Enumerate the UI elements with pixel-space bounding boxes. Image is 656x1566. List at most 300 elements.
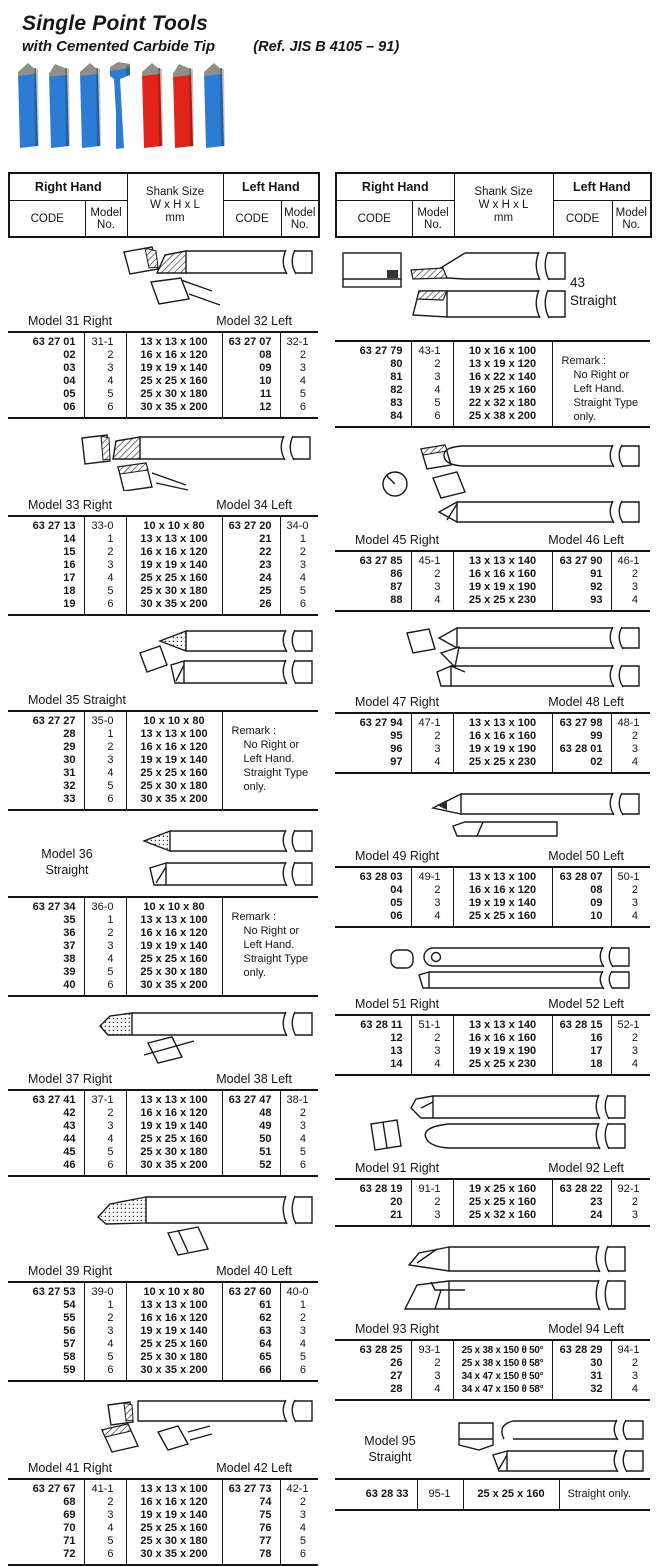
model-labels-row xyxy=(335,995,650,1014)
cell: 09 xyxy=(552,897,611,910)
shank-size-cell: 25 x 30 x 180 xyxy=(126,388,222,401)
cell: 5 xyxy=(280,585,318,598)
cell: 6 xyxy=(84,1548,126,1565)
code-cell: 06 xyxy=(390,910,403,922)
shank-size-cell: 30 x 35 x 200 xyxy=(126,979,222,996)
code-cell: 27 xyxy=(390,1370,403,1382)
shank-size-line2: W x H x L xyxy=(478,198,529,211)
model-label-right: Model 91 Right xyxy=(355,1161,440,1175)
cell: 3 xyxy=(84,559,126,572)
tool-photos xyxy=(14,58,228,157)
cell: 08 xyxy=(222,349,280,362)
model-label-line: Straight xyxy=(45,862,89,877)
cell: 4 xyxy=(84,1338,126,1351)
cell: 5 xyxy=(280,1535,318,1548)
cell: 3 xyxy=(411,1370,453,1383)
remark-line: only. xyxy=(243,967,266,979)
code-cell: 63 28 11 xyxy=(360,1019,403,1031)
code-cell: 95 xyxy=(390,730,403,742)
cell: 4 xyxy=(411,594,453,611)
shank-size-cell: 30 x 35 x 200 xyxy=(126,401,222,418)
cell: 45-1 xyxy=(411,551,453,568)
remark-cell xyxy=(222,897,318,996)
cell: 5 xyxy=(84,1146,126,1159)
left-hand-header: Left Hand xyxy=(223,173,319,201)
shank-size-cell: 19 x 19 x 140 xyxy=(453,897,552,910)
shank-size-cell: 25 x 25 x 160 xyxy=(126,572,222,585)
cell: 5 xyxy=(280,388,318,401)
shank-size-cell: 19 x 19 x 190 xyxy=(453,581,552,594)
shank-size-line2: W x H x L xyxy=(150,198,200,211)
shank-size-cell: 25 x 25 x 160 xyxy=(126,375,222,388)
code-cell: 82 xyxy=(390,384,403,396)
shank-size-cell: 30 x 35 x 200 xyxy=(126,1159,222,1176)
table-row xyxy=(335,1370,650,1383)
shank-size-cell: 19 x 19 x 140 xyxy=(126,940,222,953)
section-model-43 xyxy=(335,243,650,428)
model-labels-row xyxy=(8,496,318,515)
code-cell: 63 27 79 xyxy=(359,345,403,357)
code-cell: 21 xyxy=(390,1209,403,1221)
cell: 4 xyxy=(84,1522,126,1535)
cell: 63 28 15 xyxy=(552,1015,611,1032)
code-cell: 28 xyxy=(390,1383,403,1395)
code-cell: 86 xyxy=(390,568,403,580)
cell: 32 xyxy=(552,1383,611,1400)
shank-size-cell: 30 x 35 x 200 xyxy=(126,598,222,615)
model-91-92-table xyxy=(335,1178,650,1227)
code-cell: 88 xyxy=(390,594,403,606)
cell: 6 xyxy=(84,1364,126,1381)
cell: 63 27 20 xyxy=(222,516,280,533)
shank-size-cell: 19 x 19 x 140 xyxy=(126,559,222,572)
table-row xyxy=(8,1107,318,1120)
shank-size-cell: 25 x 25 x 160 xyxy=(126,953,222,966)
code-cell: 84 xyxy=(390,410,403,422)
remark-line: Remark : xyxy=(231,725,277,737)
cell: 52 xyxy=(222,1159,280,1176)
cell: 6 xyxy=(84,401,126,418)
model-no-header: Model No. xyxy=(281,201,319,238)
cell: 22 xyxy=(222,546,280,559)
model-labels-row xyxy=(335,531,650,550)
cell: 2 xyxy=(611,884,650,897)
model-label-left: Model 92 Left xyxy=(548,1161,624,1175)
cell: 62 xyxy=(222,1312,280,1325)
table-row xyxy=(8,1282,318,1299)
cell: 63 27 47 xyxy=(222,1090,280,1107)
table-row xyxy=(8,1120,318,1133)
model-label-left: Model 40 Left xyxy=(216,1264,292,1278)
cell: 50 xyxy=(222,1133,280,1146)
shank-size-cell: 30 x 35 x 200 xyxy=(126,1364,222,1381)
cell: 93-1 xyxy=(411,1340,453,1357)
cell: 2 xyxy=(84,1107,126,1120)
shank-size-cell: 19 x 19 x 140 xyxy=(126,1509,222,1522)
table-row xyxy=(8,585,318,598)
cell: 3 xyxy=(84,1325,126,1338)
cell: 48 xyxy=(222,1107,280,1120)
cell: 63 27 73 xyxy=(222,1479,280,1496)
section-model-91-92 xyxy=(335,1094,650,1227)
model-label: Model 35 Straight xyxy=(28,693,126,707)
model-no-header: Model No. xyxy=(612,201,651,238)
cell: 25 xyxy=(222,585,280,598)
shank-size-cell: 34 x 47 x 150 θ 50° xyxy=(453,1370,552,1383)
cell: 3 xyxy=(84,362,126,375)
cell: 2 xyxy=(280,546,318,559)
cell: 3 xyxy=(411,743,453,756)
code-cell: 35 xyxy=(63,914,76,926)
cell: 2 xyxy=(411,358,453,371)
cell: 35-0 xyxy=(84,711,126,728)
cell: 75 xyxy=(222,1509,280,1522)
shank-size-cell: 13 x 13 x 140 xyxy=(453,551,552,568)
table-row xyxy=(335,910,650,927)
shank-size-cell: 13 x 13 x 100 xyxy=(453,713,552,730)
model-no-header: Model No. xyxy=(85,201,127,238)
code-cell: 02 xyxy=(63,349,76,361)
cell: 3 xyxy=(280,1120,318,1133)
tool-drawing-41-42 xyxy=(8,1398,318,1459)
cell: 24 xyxy=(552,1209,611,1226)
section-model-33-34 xyxy=(8,429,318,616)
shank-size-line3: mm xyxy=(165,211,185,224)
shank-size-cell: 16 x 16 x 120 xyxy=(126,1496,222,1509)
page-subtitle: with Cemented Carbide Tip xyxy=(22,38,216,55)
remark-line: Straight Type xyxy=(243,767,309,779)
cell: 3 xyxy=(84,754,126,767)
model-label-right: Model 33 Right xyxy=(28,498,113,512)
code-cell: 72 xyxy=(63,1548,76,1560)
cell: 2 xyxy=(611,1032,650,1045)
code-cell: 18 xyxy=(63,585,76,597)
cell: 63 28 07 xyxy=(552,867,611,884)
cell: 4 xyxy=(84,375,126,388)
right-sections xyxy=(335,243,650,1511)
shank-size-cell: 16 x 22 x 140 xyxy=(453,371,552,384)
cell: 43-1 xyxy=(411,341,453,358)
code-cell: 59 xyxy=(63,1364,76,1376)
cell: 42-1 xyxy=(280,1479,318,1496)
cell: 6 xyxy=(84,1159,126,1176)
model-labels-row xyxy=(335,847,650,866)
code-cell: 32 xyxy=(63,780,76,792)
code-cell: 71 xyxy=(63,1535,76,1547)
model-side-label-95 xyxy=(335,1433,445,1465)
shank-size-cell: 13 x 13 x 140 xyxy=(453,1015,552,1032)
cell: 3 xyxy=(84,940,126,953)
cell: 4 xyxy=(280,375,318,388)
cell: 3 xyxy=(84,1509,126,1522)
cell: 93 xyxy=(552,594,611,611)
shank-size-cell: 13 x 13 x 100 xyxy=(126,1479,222,1496)
code-cell: 30 xyxy=(63,754,76,766)
cell: 6 xyxy=(84,598,126,615)
cell: 1 xyxy=(84,728,126,741)
table-row xyxy=(8,533,318,546)
section-model-35 xyxy=(8,628,318,811)
code-cell: 38 xyxy=(63,953,76,965)
model-label-left: Model 32 Left xyxy=(216,314,292,328)
table-row xyxy=(8,897,318,914)
cell: 36-0 xyxy=(84,897,126,914)
code-header: CODE xyxy=(9,201,85,238)
shank-size-cell: 25 x 32 x 160 xyxy=(453,1209,552,1226)
cell: 02 xyxy=(552,756,611,773)
cell: 18 xyxy=(552,1058,611,1075)
tool-photo-3 xyxy=(76,58,104,157)
code-cell: 33 xyxy=(63,793,76,805)
code-cell: 14 xyxy=(390,1058,403,1070)
cell: 2 xyxy=(84,1312,126,1325)
table-row xyxy=(335,1209,650,1226)
code-cell: 12 xyxy=(390,1032,403,1044)
left-hand-header: Left Hand xyxy=(553,173,651,201)
shank-size-header xyxy=(454,173,553,237)
cell: 47-1 xyxy=(411,713,453,730)
table-row xyxy=(335,897,650,910)
cell: 12 xyxy=(222,401,280,418)
shank-size-cell: 34 x 47 x 150 θ 58° xyxy=(453,1383,552,1400)
cell: 2 xyxy=(611,1357,650,1370)
code-cell: 05 xyxy=(63,388,76,400)
cell: 31 xyxy=(552,1370,611,1383)
cell: 2 xyxy=(280,1496,318,1509)
cell: 2 xyxy=(84,927,126,940)
cell: 38-1 xyxy=(280,1090,318,1107)
cell: 63 28 22 xyxy=(552,1179,611,1196)
model-label-right: Model 45 Right xyxy=(355,533,440,547)
model-labels-row xyxy=(8,1070,318,1089)
cell: 49-1 xyxy=(411,867,453,884)
cell: 26 xyxy=(222,598,280,615)
cell: 6 xyxy=(280,1548,318,1565)
column-header-table-right xyxy=(335,172,652,238)
model-43-table xyxy=(335,340,650,428)
tool-drawing-49-50 xyxy=(335,790,650,847)
table-row xyxy=(335,1015,650,1032)
model-label-left: Model 42 Left xyxy=(216,1461,292,1475)
tool-drawing-93-94 xyxy=(335,1243,650,1320)
remark-line: only. xyxy=(573,411,596,423)
model-labels-row xyxy=(8,312,318,331)
cell: 48-1 xyxy=(611,713,650,730)
model-label-line: Straight xyxy=(368,1449,412,1464)
code-cell: 14 xyxy=(63,533,76,545)
table-row xyxy=(335,730,650,743)
code-cell: 63 27 27 xyxy=(32,715,76,727)
model-label-right: Model 93 Right xyxy=(355,1322,440,1336)
cell: 4 xyxy=(411,1058,453,1075)
table-row xyxy=(8,1312,318,1325)
table-row xyxy=(8,388,318,401)
model-49-50-table xyxy=(335,866,650,928)
cell: 08 xyxy=(552,884,611,897)
shank-size-cell: 25 x 30 x 180 xyxy=(126,1535,222,1548)
remark-line: No Right or xyxy=(243,925,300,937)
shank-size-cell: 25 x 30 x 180 xyxy=(126,780,222,793)
cell: 63 28 29 xyxy=(552,1340,611,1357)
cell: 1 xyxy=(84,1299,126,1312)
shank-size-cell: 25 x 25 x 230 xyxy=(453,594,552,611)
code-cell: 37 xyxy=(63,940,76,952)
cell: 49 xyxy=(222,1120,280,1133)
model-label-line: Model 95 xyxy=(364,1433,416,1448)
table-row xyxy=(335,1340,650,1357)
cell: 4 xyxy=(411,384,453,397)
model-41-42-table xyxy=(8,1478,318,1566)
remark-line: No Right or xyxy=(243,739,300,751)
tool-drawing-45-46 xyxy=(335,440,650,531)
code-cell: 63 27 67 xyxy=(32,1483,76,1495)
cell: 40-0 xyxy=(280,1282,318,1299)
cell: 4 xyxy=(280,1338,318,1351)
code-cell: 55 xyxy=(63,1312,76,1324)
code-cell: 96 xyxy=(390,743,403,755)
section-model-93-94 xyxy=(335,1243,650,1401)
remark-line: Left Hand. xyxy=(243,753,295,765)
cell: 41-1 xyxy=(84,1479,126,1496)
code-cell: 04 xyxy=(63,375,76,387)
table-row xyxy=(335,1179,650,1196)
cell: 4 xyxy=(411,910,453,927)
model-35-table xyxy=(8,710,318,811)
cell: 39-0 xyxy=(84,1282,126,1299)
shank-size-cell: 25 x 30 x 180 xyxy=(126,966,222,979)
table-row xyxy=(8,375,318,388)
code-cell: 39 xyxy=(63,966,76,978)
cell: 4 xyxy=(611,910,650,927)
cell: 78 xyxy=(222,1548,280,1565)
table-row xyxy=(8,1299,318,1312)
table-row xyxy=(8,598,318,615)
model-label-right: Model 41 Right xyxy=(28,1461,113,1475)
model-36-table xyxy=(8,896,318,997)
cell: 4 xyxy=(611,1058,650,1075)
shank-size-cell: 30 x 35 x 200 xyxy=(126,1548,222,1565)
remark-line: Remark : xyxy=(561,355,607,367)
shank-size-cell: 10 x 10 x 80 xyxy=(126,1282,222,1299)
cell: 2 xyxy=(280,1107,318,1120)
model-label-left: Model 50 Left xyxy=(548,849,624,863)
table-row xyxy=(335,1479,650,1510)
section-model-41-42 xyxy=(8,1398,318,1566)
cell: 09 xyxy=(222,362,280,375)
code-cell: 43 xyxy=(63,1120,76,1132)
code-cell: 03 xyxy=(63,362,76,374)
code-cell: 31 xyxy=(63,767,76,779)
code-cell: 17 xyxy=(63,572,76,584)
table-row xyxy=(8,559,318,572)
cell: 64 xyxy=(222,1338,280,1351)
code-cell: 44 xyxy=(63,1133,76,1145)
table-row xyxy=(335,1045,650,1058)
tool-photo-4 xyxy=(107,58,135,157)
table-row xyxy=(8,1338,318,1351)
shank-size-cell: 19 x 19 x 140 xyxy=(126,1120,222,1133)
model-no-header: Model No. xyxy=(412,201,454,238)
table-row xyxy=(8,1133,318,1146)
table-row xyxy=(8,711,318,728)
tool-drawing-43 xyxy=(335,243,570,340)
code-cell: 16 xyxy=(63,559,76,571)
table-row xyxy=(335,1383,650,1400)
cell: 4 xyxy=(411,1383,453,1400)
table-row xyxy=(335,867,650,884)
model-label-right: Model 49 Right xyxy=(355,849,440,863)
shank-size-cell: 22 x 32 x 180 xyxy=(453,397,552,410)
cell: 24 xyxy=(222,572,280,585)
code-cell: 28 xyxy=(63,728,76,740)
section-model-36 xyxy=(8,827,318,997)
shank-size-cell: 13 x 13 x 100 xyxy=(126,914,222,927)
right-hand-header: Right Hand xyxy=(9,173,127,201)
code-header: CODE xyxy=(336,201,412,238)
reference-standard: (Ref. JIS B 4105 – 91) xyxy=(253,39,400,55)
cell: 33-0 xyxy=(84,516,126,533)
cell: 99 xyxy=(552,730,611,743)
tool-drawing-37-38 xyxy=(8,1009,318,1070)
cell: 10 xyxy=(222,375,280,388)
shank-size-cell: 16 x 16 x 160 xyxy=(453,568,552,581)
shank-size-cell: 16 x 16 x 120 xyxy=(126,927,222,940)
shank-size-cell: 25 x 38 x 200 xyxy=(453,410,552,427)
cell: 4 xyxy=(84,572,126,585)
cell: 3 xyxy=(280,362,318,375)
cell: 6 xyxy=(280,1364,318,1381)
model-37-38-table xyxy=(8,1089,318,1177)
table-row xyxy=(8,546,318,559)
cell: 6 xyxy=(280,401,318,418)
table-row xyxy=(335,1058,650,1075)
table-row xyxy=(8,1548,318,1565)
cell: 23 xyxy=(222,559,280,572)
cell: 4 xyxy=(280,1522,318,1535)
cell: 30 xyxy=(552,1357,611,1370)
table-row xyxy=(335,743,650,756)
tool-photo-2 xyxy=(45,58,73,157)
code-cell: 63 27 13 xyxy=(32,520,76,532)
cell: 61 xyxy=(222,1299,280,1312)
code-cell: 26 xyxy=(390,1357,403,1369)
model-label-left: Model 38 Left xyxy=(216,1072,292,1086)
column-header-table-left xyxy=(8,172,320,238)
shank-size-cell: 16 x 16 x 160 xyxy=(453,730,552,743)
cell: 3 xyxy=(611,743,650,756)
cell: 3 xyxy=(611,1045,650,1058)
left-column xyxy=(8,172,318,1566)
cell: 5 xyxy=(84,388,126,401)
tool-drawing-95 xyxy=(445,1419,650,1478)
cell: 65 xyxy=(222,1351,280,1364)
right-column xyxy=(335,172,650,1511)
cell: 50-1 xyxy=(611,867,650,884)
model-93-94-table xyxy=(335,1339,650,1401)
tool-photo-7 xyxy=(200,58,228,157)
cell: 2 xyxy=(611,730,650,743)
cell: 37-1 xyxy=(84,1090,126,1107)
tool-photo-6 xyxy=(169,58,197,157)
cell: 4 xyxy=(611,756,650,773)
cell: 6 xyxy=(84,979,126,996)
code-cell: 81 xyxy=(390,371,403,383)
shank-size-cell: 25 x 25 x 160 xyxy=(126,1133,222,1146)
code-cell: 57 xyxy=(63,1338,76,1350)
cell: 5 xyxy=(84,585,126,598)
code-cell: 19 xyxy=(63,598,76,610)
cell: 76 xyxy=(222,1522,280,1535)
